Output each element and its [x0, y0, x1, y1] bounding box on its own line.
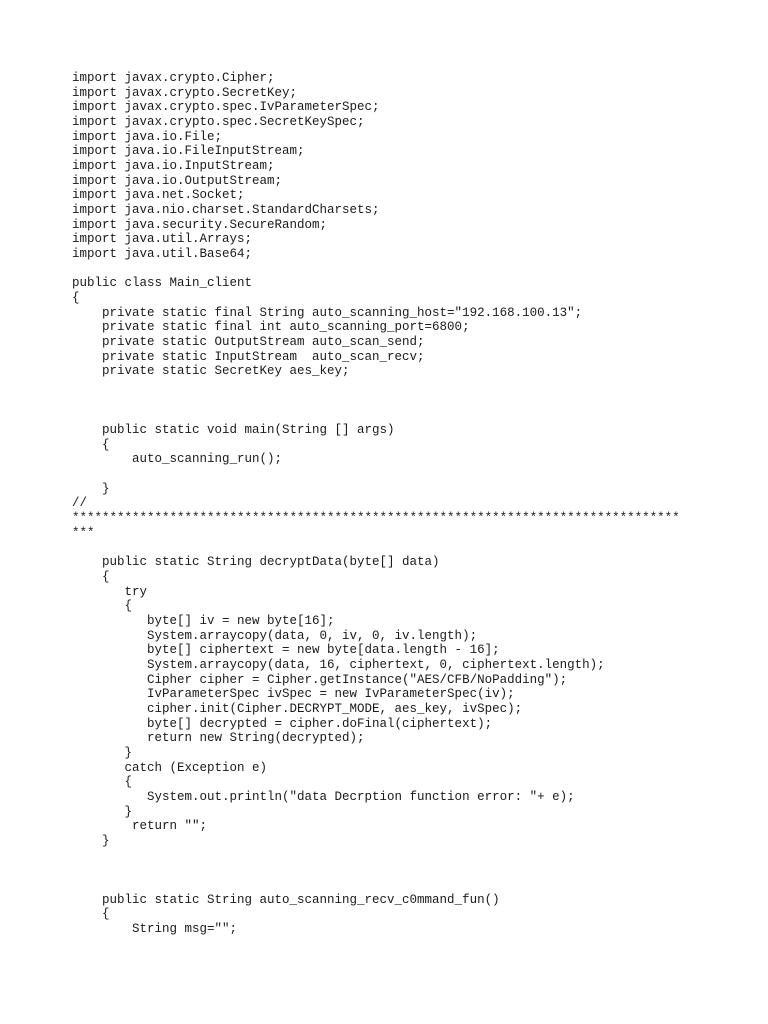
code-line: import java.io.InputStream;	[72, 159, 275, 174]
code-line: import javax.crypto.Cipher;	[72, 71, 275, 85]
code-line: public static void main(String [] args)	[72, 423, 395, 438]
code-line: import java.io.FileInputStream;	[72, 144, 305, 159]
code-line: IvParameterSpec ivSpec = new IvParameterSpec(iv);	[72, 687, 515, 702]
code-line: byte[] ciphertext = new byte[data.length - 16];	[72, 643, 500, 658]
code-line: System.arraycopy(data, 0, iv, 0, iv.length);	[72, 628, 478, 643]
code-line: {	[72, 437, 110, 452]
code-line	[72, 863, 680, 878]
code-line: import java.util.Arrays;	[72, 232, 253, 247]
code-line: import javax.crypto.SecretKey;	[72, 85, 298, 100]
code-line: public static String auto_scanning_recv_c0mmand_fun()	[72, 892, 500, 907]
code-line	[72, 379, 680, 394]
code-line: private static SecretKey aes_key;	[72, 364, 350, 379]
code-line: import java.nio.charset.StandardCharsets;	[72, 203, 380, 218]
code-line: ***	[72, 525, 95, 540]
code-line: *********************************************************************************	[72, 511, 680, 526]
code-line: {	[72, 599, 133, 614]
code-line: byte[] iv = new byte[16];	[72, 613, 335, 628]
code-line: catch (Exception e)	[72, 760, 268, 775]
code-line	[72, 849, 680, 864]
code-line: cipher.init(Cipher.DECRYPT_MODE, aes_key, ivSpec);	[72, 701, 523, 716]
code-line: import java.io.OutputStream;	[72, 173, 283, 188]
code-listing	[72, 71, 680, 937]
code-line: import java.net.Socket;	[72, 188, 245, 203]
code-line: private static final String auto_scanning_host="192.168.100.13";	[72, 305, 583, 320]
code-line: private static final int auto_scanning_port=6800;	[72, 320, 470, 335]
code-line: String msg="";	[72, 921, 238, 936]
code-line: public static String decryptData(byte[] data)	[72, 555, 440, 570]
code-line: {	[72, 569, 110, 584]
code-line: return new String(decrypted);	[72, 731, 365, 746]
code-line: {	[72, 775, 133, 790]
code-line: System.out.println("data Decrption function error: "+ e);	[72, 789, 575, 804]
code-line: System.arraycopy(data, 16, ciphertext, 0, ciphertext.length);	[72, 657, 605, 672]
code-line: import javax.crypto.spec.IvParameterSpec;	[72, 100, 380, 115]
code-line: Cipher cipher = Cipher.getInstance("AES/CFB/NoPadding");	[72, 672, 568, 687]
code-line	[72, 408, 680, 423]
code-line: }	[72, 804, 133, 819]
code-line: private static OutputStream auto_scan_send;	[72, 335, 425, 350]
code-line: import java.io.File;	[72, 129, 223, 144]
code-line: import java.security.SecureRandom;	[72, 217, 328, 232]
code-line: auto_scanning_run();	[72, 452, 283, 467]
code-line	[72, 878, 680, 893]
code-line: }	[72, 481, 110, 496]
code-line: public class Main_client	[72, 276, 253, 291]
code-line: try	[72, 584, 148, 599]
code-line: return "";	[72, 819, 208, 834]
code-line	[72, 467, 680, 482]
code-line	[72, 394, 680, 409]
code-line: byte[] decrypted = cipher.doFinal(ciphertext);	[72, 716, 493, 731]
code-line	[72, 262, 680, 277]
code-line: {	[72, 907, 110, 922]
code-line: //	[72, 496, 88, 511]
code-line: import javax.crypto.spec.SecretKeySpec;	[72, 115, 365, 130]
code-line: }	[72, 833, 110, 848]
code-line: import java.util.Base64;	[72, 247, 253, 262]
code-line	[72, 541, 680, 556]
code-line: }	[72, 745, 133, 760]
code-line: private static InputStream auto_scan_recv;	[72, 349, 425, 364]
code-line: {	[72, 291, 80, 306]
